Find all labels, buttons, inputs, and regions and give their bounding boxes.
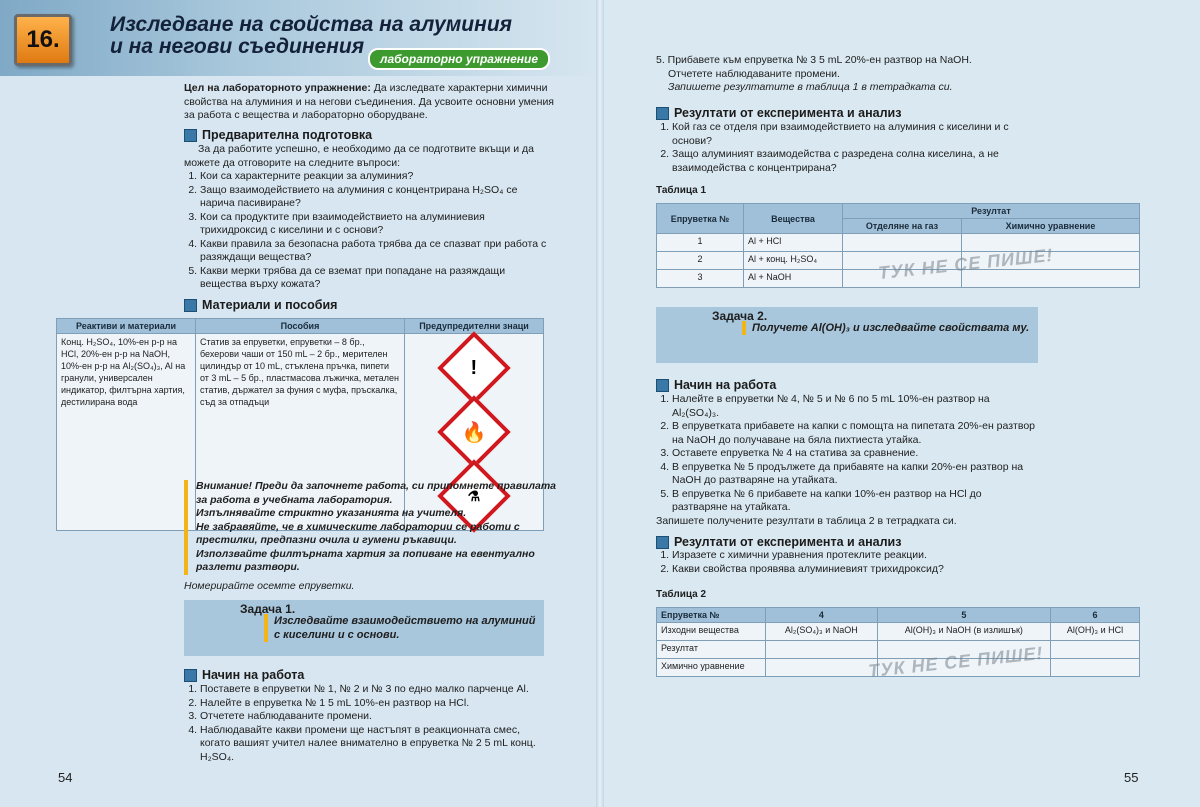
prep-title-text: Предварителна подготовка: [202, 128, 373, 142]
task-1-label: Задача 1.: [240, 602, 296, 616]
goal-label: Цел на лабораторното упражнение:: [184, 82, 371, 94]
task-2-box: [656, 307, 1038, 363]
list-item: 1. Изразете с химични уравнения протеклите реакции.: [672, 549, 1036, 563]
prep-section-title: [184, 128, 372, 142]
results-2-title: [656, 535, 901, 549]
materials-section-title: [184, 298, 337, 312]
task-1-text: Изследвайте взаимодействието на алуминий с киселини и с основи.: [264, 614, 544, 642]
materials-header-tools: Пособия: [196, 319, 405, 334]
corrosive-hazard-icon: ⚗: [437, 459, 511, 533]
section-square-icon: [656, 379, 669, 392]
method-section-title: [184, 668, 304, 682]
book-spine: [596, 0, 604, 807]
list-item: 2. Налейте в епруветка № 1 5 mL 10%-ен разтвор на HCl.: [200, 697, 548, 711]
method-title-text: Начин на работа: [202, 668, 305, 682]
table-row: [657, 641, 1140, 659]
list-item: 3. Оставете епруветка № 4 на статива за сравнение.: [672, 447, 1036, 461]
method-2-tail: Запишете получените резултати в таблица 2 в тетрадката си.: [656, 514, 957, 527]
prep-content: [184, 143, 554, 292]
t2-cell: [1051, 659, 1140, 677]
number-tubes-note: Номерирайте осемте епруветки.: [184, 580, 355, 592]
t1-cell-substance: Al + HCl: [744, 234, 843, 252]
list-item: 2. Защо взаимодействието на алуминия с концентрирана H₂SO₄ се нарича пасивиране?: [200, 184, 554, 211]
results-2-title-text: Резултати от експеримента и анализ: [674, 535, 902, 549]
t2-header-cell: Епруветка №: [657, 608, 766, 623]
list-item: 1. Кой газ се отделя при взаимодействието на алуминия с киселини и с основи?: [672, 121, 1036, 148]
t2-cell: [1051, 641, 1140, 659]
list-item: 1. Поставете в епруветки № 1, № 2 и № 3 по едно малко парченце Al.: [200, 683, 548, 697]
prep-questions-list: [184, 170, 554, 292]
t2-cell: Изходни вещества: [657, 623, 766, 641]
list-item: 4. В епруветка № 5 продължете да прибавяте на капки 20%-ен разтвор на NaOH до разтваряне на утайката.: [672, 461, 1036, 488]
no-writing-stamp: ТУК НЕ СЕ ПИШЕ!: [867, 642, 1045, 682]
t2-header-cell: 4: [766, 608, 878, 623]
t2-cell: [766, 659, 878, 677]
list-item: 4. Наблюдавайте какви промени ще настъпят в реакционната смес, когато вашият учител налее внимателно в епруветка № 2 5 mL конц. H₂SO₄.: [200, 724, 548, 765]
list-item: 5. В епруветка № 6 прибавете на капки 10%-ен разтвор на HCl до разтваряне на утайката.: [672, 488, 1036, 515]
section-square-icon: [184, 129, 197, 142]
list-item: 1. Кои са характерните реакции за алуминия?: [200, 170, 554, 184]
t1-cell-tube: 2: [657, 252, 744, 270]
task-2-text: Получете Al(OH)₃ и изследвайте свойствата му.: [742, 321, 1038, 335]
materials-header-signs: Предупредителни знаци: [405, 319, 544, 334]
method-2-title: [656, 378, 776, 392]
t2-cell: Al(OH)₃ и NaOH (в излишък): [877, 623, 1050, 641]
materials-title-text: Материали и пособия: [202, 298, 338, 312]
table-2-caption: Таблица 2: [656, 589, 707, 600]
title-line-1: Изследване на свойства на алуминия: [110, 13, 513, 36]
t1-header-tube: Епруветка №: [657, 204, 744, 234]
warning-line: Внимание! Преди да започнете работа, си припомнете правилата за работа в учебната лаборатория.: [196, 480, 557, 506]
page-number-left: 54: [58, 770, 73, 785]
materials-header-reagents: Реактиви и материали: [57, 319, 196, 334]
page-number-right: 55: [1124, 770, 1139, 785]
t2-cell: Резултат: [657, 641, 766, 659]
t2-cell: Химично уравнение: [657, 659, 766, 677]
results-1-questions: [656, 121, 1036, 175]
safety-warning: [184, 480, 566, 575]
goal-paragraph: [184, 82, 554, 123]
section-square-icon: [656, 536, 669, 549]
results-2-content: [656, 549, 1036, 576]
list-item: 1. Налейте в епруветки № 4, № 5 и № 6 по 5 mL 10%-ен разтвор на Al₂(SO₄)₃.: [672, 393, 1036, 420]
table-row: [657, 623, 1140, 641]
t2-cell: [766, 641, 878, 659]
section-square-icon: [656, 107, 669, 120]
lesson-number-badge: 16.: [14, 14, 72, 66]
lab-exercise-tag: лабораторно упражнение: [368, 48, 550, 70]
warning-line: Използвайте филтърната хартия за попиване на евентуално разлети разтвори.: [196, 547, 535, 573]
list-item: 2. Защо алуминият взаимодейства с разредена солна киселина, а не взаимодейства с концентрирана?: [672, 148, 1036, 175]
prep-intro: За да работите успешно, е необходимо да се подготвите вкъщи и да можете да отговорите на следните въпроси:: [184, 143, 534, 169]
method-2-title-text: Начин на работа: [674, 378, 777, 392]
materials-reagents-cell: Конц. H₂SO₄, 10%-ен р-р на HCl, 20%-ен р-р на NaOH, 10%-ен р-р на Al₂(SO₄)₃, Al на гранули, универсален индикатор, филтърна хартия, дестилирана вода: [57, 334, 196, 531]
list-item: 3. Кои са продуктите при взаимодействието на алуминиевия трихидроксид с киселини и с основи?: [200, 211, 554, 238]
results-1-content: [656, 121, 1036, 175]
cont-line: 5. Прибавете към епруветка № 3 5 mL 20%-ен разтвор на NaOH.: [656, 54, 972, 66]
table-1-caption: Таблица 1: [656, 185, 707, 196]
method-steps-list: [184, 683, 548, 764]
t1-cell-substance: Al + конц. H₂SO₄: [744, 252, 843, 270]
list-item: 2. В епруветката прибавете на капки с помощта на пипетата 20%-ен разтвор на NaOH до получаване на бяла пихтиеста утайка.: [672, 420, 1036, 447]
no-writing-stamp: ТУК НЕ СЕ ПИШЕ!: [877, 244, 1055, 284]
right-page: [600, 0, 1200, 807]
cont-line: Отчетете наблюдаваните промени.: [668, 67, 840, 80]
t1-header-equation: Химично уравнение: [962, 219, 1140, 234]
results-2-questions: [656, 549, 1036, 576]
method-2-steps: [656, 393, 1036, 515]
list-item: 2. Какви свойства проявява алуминиевият трихидроксид?: [672, 563, 1036, 577]
flame-hazard-icon: 🔥: [437, 395, 511, 469]
t1-cell-tube: 3: [657, 270, 744, 288]
t2-cell: Al(OH)₃ и HCl: [1051, 623, 1140, 641]
warning-line: Изпълнявайте стриктно указанията на учителя.: [196, 507, 467, 519]
warning-line: Не забравяйте, че в химическите лаборатории се работи с престилки, предпазни очила и гумени ръкавици.: [196, 520, 520, 546]
t2-header-cell: 6: [1051, 608, 1140, 623]
t1-cell-tube: 1: [657, 234, 744, 252]
materials-tools-cell: Статив за епруветки, епруветки – 8 бр., бехерови чаши от 150 mL – 2 бр., мерителен цилиндър от 10 mL, стъклена пръчка, пипети от 3 mL – 5 бр., пластмасова лъжичка, метален статив, държател за фуния с муфа, пръскалка, съд за отпадъци: [196, 334, 405, 531]
t1-cell-substance: Al + NaOH: [744, 270, 843, 288]
t2-header-cell: 5: [877, 608, 1050, 623]
method-content: [184, 683, 548, 764]
list-item: 3. Отчетете наблюдаваните промени.: [200, 710, 548, 724]
section-square-icon: [184, 669, 197, 682]
section-square-icon: [184, 299, 197, 312]
cont-line: Запишете резултатите в таблица 1 в тетрадката си.: [668, 81, 953, 93]
method-2-content: [656, 393, 1036, 528]
t2-cell: Al₂(SO₄)₃ и NaOH: [766, 623, 878, 641]
t1-header-gas: Отделяне на газ: [843, 219, 962, 234]
task-1-box: [184, 600, 544, 656]
goal-text: Да изследвате характерни химични свойства на алуминия и на негови съединения. Да усвоите основни умения за работа с вещества и лабораторно оборудване.: [184, 82, 554, 121]
results-1-title: [656, 106, 901, 120]
list-item: 5. Какви мерки трябва да се вземат при попадане на разяждащи вещества върху кожата?: [200, 265, 554, 292]
continuation-lines: [656, 54, 1046, 95]
t1-header-result: Резултат: [843, 204, 1140, 219]
exclamation-hazard-icon: !: [437, 331, 511, 405]
list-item: 4. Какви правила за безопасна работа трябва да се спазват при работа с разяждащи вещества?: [200, 238, 554, 265]
task-2-label: Задача 2.: [712, 309, 768, 323]
t1-cell-empty: [843, 234, 962, 252]
title-line-2: и на негови съединения: [110, 35, 365, 58]
t1-header-substances: Вещества: [744, 204, 843, 234]
results-1-title-text: Резултати от експеримента и анализ: [674, 106, 902, 120]
table-row: [657, 234, 1140, 252]
